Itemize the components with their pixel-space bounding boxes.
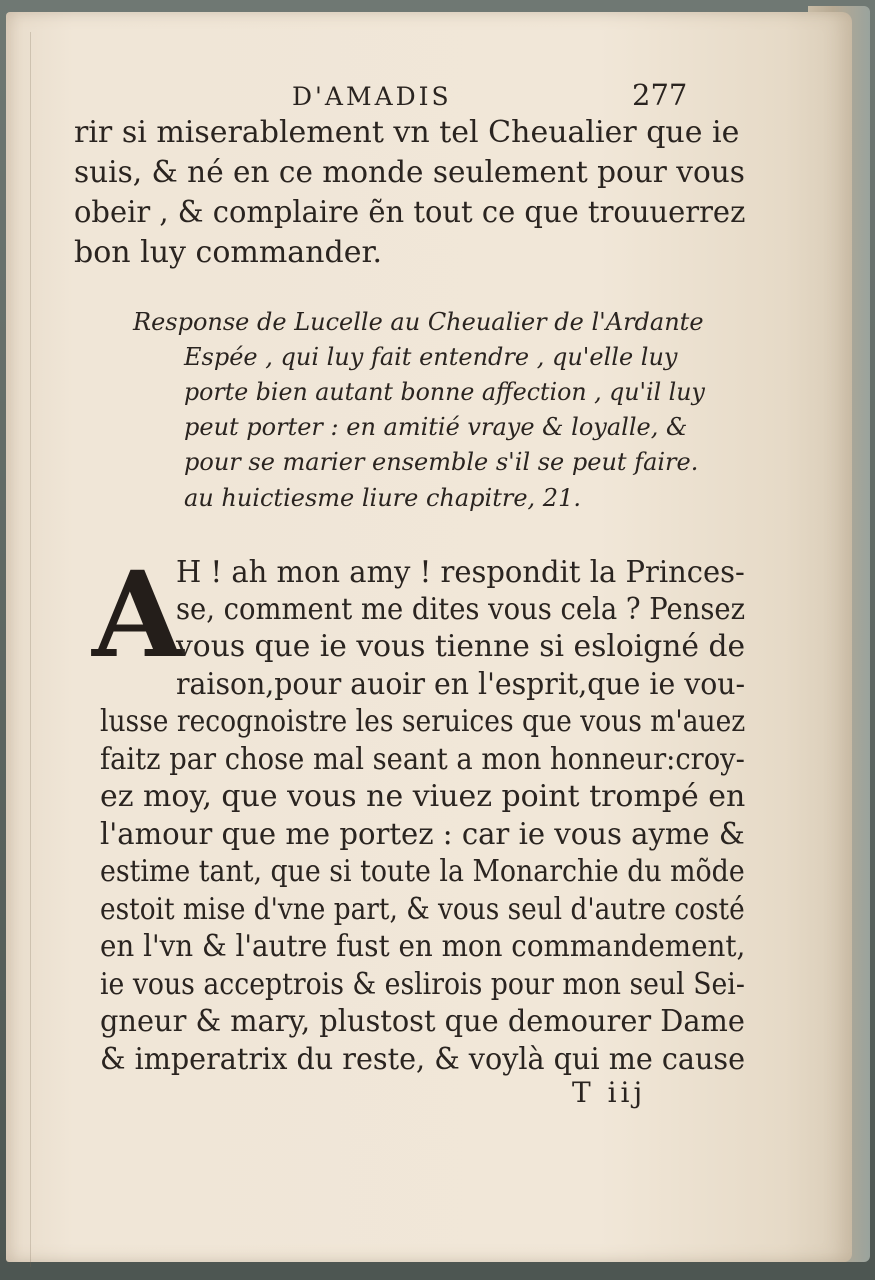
drop-cap-initial: A — [92, 545, 184, 684]
chapter-heading-line-3: porte bien autant bonne affection , qu'il luy — [184, 378, 705, 406]
page-gutter-shadow — [30, 32, 31, 1267]
body-line-7: ez moy, que vous ne viuez point trompé en — [100, 779, 746, 814]
body-line-13: gneur & mary, plustost que demourer Dame — [100, 1004, 745, 1039]
body-line-9: estime tant, que si toute la Monarchie du mõde — [100, 854, 745, 889]
chapter-heading-line-4: peut porter : en amitié vraye & loyalle, & — [184, 413, 688, 441]
signature-mark: T iij — [572, 1076, 647, 1109]
body-line-5: lusse recognoistre les seruices que vous m'auez — [100, 704, 746, 739]
body-line-8: l'amour que me portez : car ie vous ayme & — [100, 817, 745, 852]
body-line-14: & imperatrix du reste, & voylà qui me cause — [100, 1042, 746, 1077]
intro-line-4: bon luy commander. — [74, 235, 383, 270]
intro-line-3: obeir , & complaire ẽn tout ce que trouuerrez — [74, 195, 746, 230]
chapter-heading-line-2: Espée , qui luy fait entendre , qu'elle luy — [184, 343, 678, 371]
body-line-12: ie vous acceptrois & eslirois pour mon seul Sei- — [100, 967, 745, 1002]
body-line-4: raison,pour auoir en l'esprit,que ie vou- — [176, 667, 746, 702]
chapter-heading-line-6: au huictiesme liure chapitre, 21. — [184, 484, 581, 512]
page-number: 277 — [632, 78, 688, 112]
chapter-heading-line-1: Response de Lucelle au Cheualier de l'Ardante — [133, 308, 704, 336]
intro-line-2: suis, & né en ce monde seulement pour vous — [74, 155, 745, 190]
body-line-1: H ! ah mon amy ! respondit la Princes- — [176, 555, 745, 590]
body-line-3: vous que ie vous tienne si esloigné de — [176, 629, 746, 664]
body-line-2: se, comment me dites vous cela ? Pensez — [176, 592, 746, 627]
body-line-6: faitz par chose mal seant a mon honneur:croy- — [100, 742, 745, 777]
body-line-11: en l'vn & l'autre fust en mon commandement, — [100, 929, 746, 964]
chapter-heading-line-5: pour se marier ensemble s'il se peut faire. — [184, 448, 699, 476]
intro-line-1: rir si miserablement vn tel Cheualier que ie — [74, 115, 740, 150]
running-title: D'AMADIS — [292, 82, 452, 111]
body-line-10: estoit mise d'vne part, & vous seul d'autre costé — [100, 892, 745, 927]
